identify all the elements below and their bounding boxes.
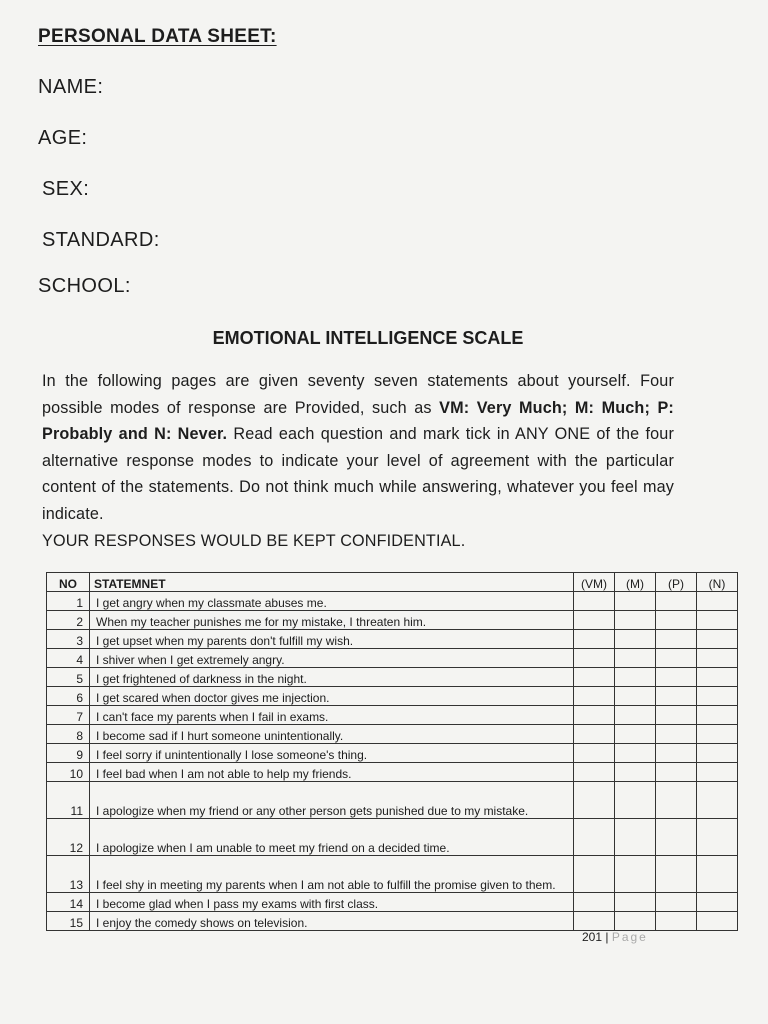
scale-title: EMOTIONAL INTELLIGENCE SCALE: [212, 328, 524, 348]
response-cell-vm[interactable]: [574, 668, 615, 687]
response-cell-n[interactable]: [697, 782, 738, 819]
instructions-text-2: Read each question and mark tick in ANY ONE of the four alternative response modes to indicate your level of agreement with the particular content of the statements. Do not think much while answering, whatever you feel may indicate.: [42, 425, 675, 523]
table-row: [47, 592, 738, 611]
response-cell-vm[interactable]: [574, 592, 615, 611]
row-statement: I apologize when I am unable to meet my friend on a decided time.: [90, 819, 574, 856]
response-cell-p[interactable]: [656, 819, 697, 856]
row-number: 11: [47, 782, 90, 819]
row-number: 12: [47, 819, 90, 856]
row-statement: I shiver when I get extremely angry.: [90, 649, 574, 668]
row-number: 9: [47, 744, 90, 763]
row-statement: I apologize when my friend or any other person gets punished due to my mistake.: [90, 782, 574, 819]
header-p: (P): [656, 573, 697, 592]
response-cell-p[interactable]: [656, 763, 697, 782]
response-cell-m[interactable]: [615, 668, 656, 687]
response-cell-n[interactable]: [697, 649, 738, 668]
response-cell-n[interactable]: [697, 611, 738, 630]
response-cell-n[interactable]: [697, 912, 738, 931]
table-row: [47, 744, 738, 763]
row-statement: I can't face my parents when I fail in exams.: [90, 706, 574, 725]
row-statement: I enjoy the comedy shows on television.: [90, 912, 574, 931]
option-and-word: and: [118, 425, 148, 444]
table-row: [47, 668, 738, 687]
response-cell-p[interactable]: [656, 782, 697, 819]
table-row: [47, 687, 738, 706]
row-number: 5: [47, 668, 90, 687]
name-field-label: NAME:: [38, 76, 104, 98]
response-cell-vm[interactable]: [574, 725, 615, 744]
response-cell-p[interactable]: [656, 912, 697, 931]
response-cell-m[interactable]: [615, 819, 656, 856]
header-m: (M): [615, 573, 656, 592]
row-number: 15: [47, 912, 90, 931]
row-number: 6: [47, 687, 90, 706]
response-cell-m[interactable]: [615, 893, 656, 912]
response-cell-p[interactable]: [656, 668, 697, 687]
response-cell-m[interactable]: [615, 630, 656, 649]
response-cell-m[interactable]: [615, 725, 656, 744]
table-row: [47, 725, 738, 744]
response-cell-vm[interactable]: [574, 687, 615, 706]
response-cell-n[interactable]: [697, 856, 738, 893]
row-statement: I feel bad when I am not able to help my friends.: [90, 763, 574, 782]
response-cell-vm[interactable]: [574, 649, 615, 668]
response-cell-n[interactable]: [697, 819, 738, 856]
row-statement: I feel sorry if unintentionally I lose someone's thing.: [90, 744, 574, 763]
row-number: 8: [47, 725, 90, 744]
row-number: 14: [47, 893, 90, 912]
table-row: [47, 893, 738, 912]
row-statement: I feel shy in meeting my parents when I am not able to fulfill the promise given to them.: [90, 856, 574, 893]
response-cell-p[interactable]: [656, 630, 697, 649]
response-cell-p[interactable]: [656, 744, 697, 763]
instructions-paragraph: [42, 368, 674, 554]
response-cell-p[interactable]: [656, 592, 697, 611]
row-number: 4: [47, 649, 90, 668]
response-cell-m[interactable]: [615, 782, 656, 819]
response-cell-p[interactable]: [656, 725, 697, 744]
row-number: 13: [47, 856, 90, 893]
option-m-definition: M: Much;: [574, 398, 650, 417]
response-cell-m[interactable]: [615, 912, 656, 931]
option-p-definition: P: Probably: [42, 398, 674, 444]
page-word: Page: [611, 930, 648, 944]
response-cell-p[interactable]: [656, 856, 697, 893]
row-number: 7: [47, 706, 90, 725]
school-field-label: SCHOOL:: [38, 275, 131, 297]
response-cell-m[interactable]: [615, 706, 656, 725]
response-cell-m[interactable]: [615, 856, 656, 893]
response-cell-vm[interactable]: [574, 856, 615, 893]
age-field-label: AGE:: [38, 127, 88, 149]
response-cell-vm[interactable]: [574, 744, 615, 763]
instructions-text-1: In the following pages are given seventy seven statements about yourself. Four possible modes of response are Provided, such as: [42, 372, 674, 417]
response-cell-m[interactable]: [615, 687, 656, 706]
row-number: 10: [47, 763, 90, 782]
header-vm: (VM): [574, 573, 615, 592]
response-cell-p[interactable]: [656, 687, 697, 706]
response-cell-vm[interactable]: [574, 819, 615, 856]
table-row: [47, 819, 738, 856]
response-cell-vm[interactable]: [574, 630, 615, 649]
response-cell-m[interactable]: [615, 592, 656, 611]
row-statement: I get scared when doctor gives me injection.: [90, 687, 574, 706]
response-cell-n[interactable]: [697, 687, 738, 706]
response-cell-n[interactable]: [697, 893, 738, 912]
row-statement: I get upset when my parents don't fulfill my wish.: [90, 630, 574, 649]
response-cell-vm[interactable]: [574, 763, 615, 782]
response-cell-p[interactable]: [656, 611, 697, 630]
header-no: NO: [47, 573, 90, 592]
table-row: [47, 912, 738, 931]
table-row: [47, 782, 738, 819]
page-number: [582, 930, 648, 944]
table-header-row: [47, 573, 738, 592]
row-statement: I become sad if I hurt someone unintentionally.: [90, 725, 574, 744]
response-cell-vm[interactable]: [574, 912, 615, 931]
response-cell-m[interactable]: [615, 763, 656, 782]
response-cell-m[interactable]: [615, 744, 656, 763]
sex-field-label: SEX:: [42, 178, 90, 200]
response-cell-vm[interactable]: [574, 782, 615, 819]
response-cell-m[interactable]: [615, 649, 656, 668]
row-number: 1: [47, 592, 90, 611]
row-statement: I get frightened of darkness in the night.: [90, 668, 574, 687]
table-row: [47, 856, 738, 893]
header-statement: STATEMNET: [90, 573, 574, 592]
response-cell-vm[interactable]: [574, 611, 615, 630]
table-row: [47, 630, 738, 649]
response-cell-n[interactable]: [697, 744, 738, 763]
response-cell-vm[interactable]: [574, 706, 615, 725]
table-row: [47, 763, 738, 782]
option-n-definition: N: Never.: [154, 425, 228, 444]
row-statement: When my teacher punishes me for my mistake, I threaten him.: [90, 611, 574, 630]
row-number: 2: [47, 611, 90, 630]
row-number: 3: [47, 630, 90, 649]
personal-data-sheet-title: PERSONAL DATA SHEET:: [38, 26, 277, 47]
standard-field-label: STANDARD:: [42, 229, 160, 251]
page-number-value: 201 |: [582, 930, 609, 944]
row-statement: I become glad when I pass my exams with first class.: [90, 893, 574, 912]
emotional-intelligence-table: [46, 572, 738, 931]
response-cell-n[interactable]: [697, 592, 738, 611]
table-row: [47, 611, 738, 630]
option-vm-definition: VM: Very Much;: [439, 398, 568, 417]
row-statement: I get angry when my classmate abuses me.: [90, 592, 574, 611]
header-n: (N): [697, 573, 738, 592]
response-cell-p[interactable]: [656, 893, 697, 912]
response-cell-p[interactable]: [656, 706, 697, 725]
response-cell-vm[interactable]: [574, 893, 615, 912]
response-cell-p[interactable]: [656, 649, 697, 668]
confidential-notice: YOUR RESPONSES WOULD BE KEPT CONFIDENTIAL.: [42, 531, 466, 550]
table-row: [47, 649, 738, 668]
table-row: [47, 706, 738, 725]
response-cell-n[interactable]: [697, 725, 738, 744]
response-cell-n[interactable]: [697, 668, 738, 687]
response-cell-n[interactable]: [697, 630, 738, 649]
response-cell-n[interactable]: [697, 763, 738, 782]
response-cell-n[interactable]: [697, 706, 738, 725]
response-cell-m[interactable]: [615, 611, 656, 630]
